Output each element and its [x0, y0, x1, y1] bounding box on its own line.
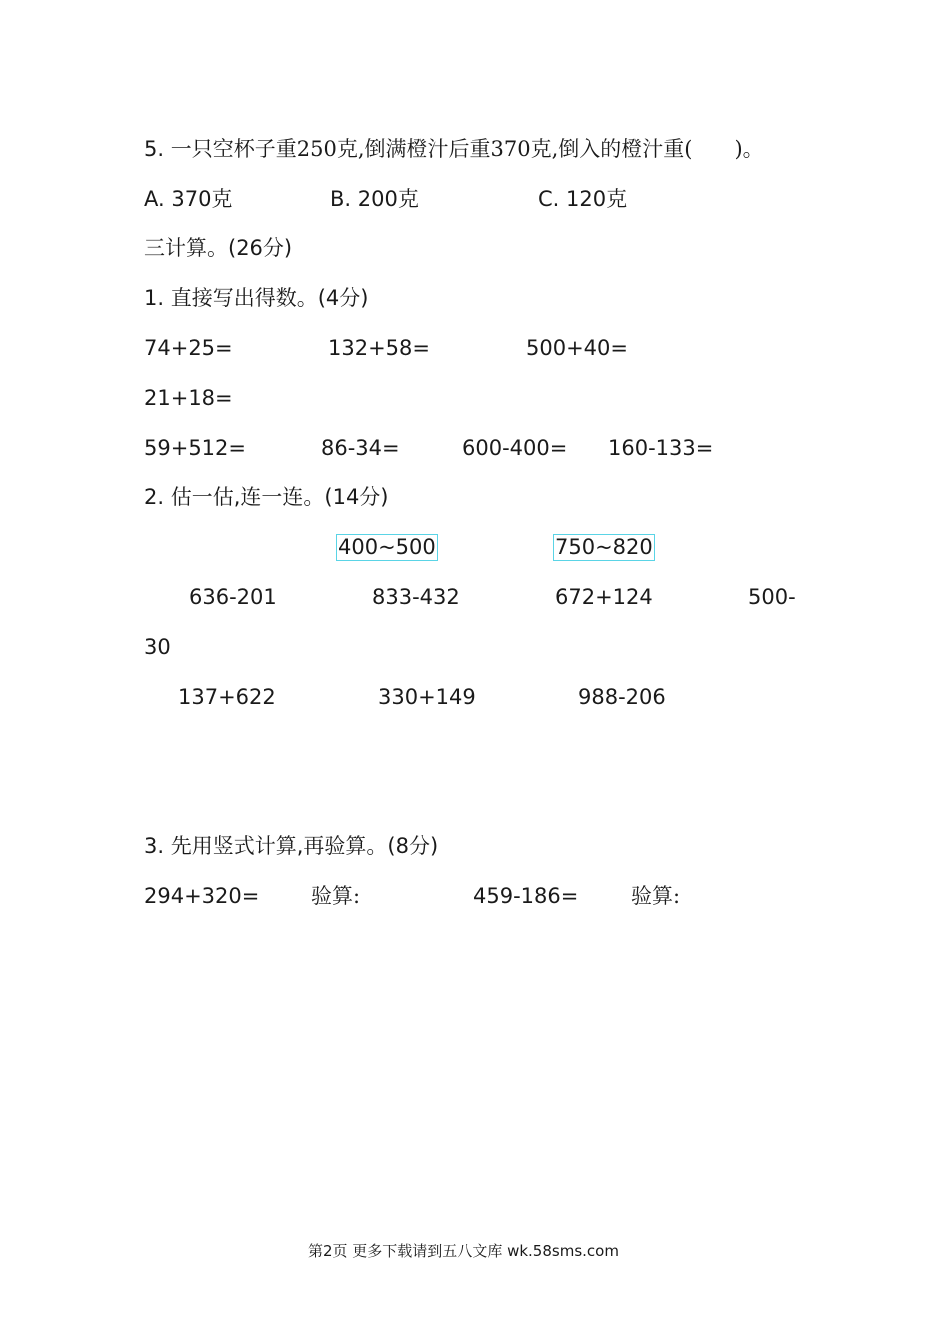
part-2-title: 2. 估一估,连一连。(14分): [144, 485, 389, 509]
estimate-expression: 672+124: [555, 585, 653, 609]
calc-item: 500+40=: [526, 336, 628, 360]
calc-item: 600-400=: [462, 436, 568, 460]
estimate-expression: 988-206: [578, 685, 666, 709]
range-box: 400~500: [338, 535, 436, 559]
calc-item: 160-133=: [608, 436, 714, 460]
question-5-stem: [144, 139, 764, 160]
range-box: 750~820: [555, 535, 653, 559]
calc-item: 132+58=: [328, 336, 430, 360]
estimate-expression-wrap: 30: [144, 635, 171, 659]
option-a: A. 370克: [144, 187, 233, 211]
calc-item: 86-34=: [321, 436, 400, 460]
question-text: 一只空杯子重250克,倒满橙汁后重370克,倒入的橙汁重( )。: [170, 137, 764, 161]
section-title: 三计算。(26分): [144, 236, 293, 260]
option-b: B. 200克: [330, 187, 419, 211]
estimate-expression: 636-201: [189, 585, 277, 609]
check-label: 验算:: [311, 884, 361, 908]
question-number: 5.: [144, 137, 165, 161]
page-footer: 第2页 更多下载请到五八文库 wk.58sms.com: [308, 1242, 619, 1260]
part-3-title: 3. 先用竖式计算,再验算。(8分): [144, 834, 439, 858]
check-label: 验算:: [631, 884, 681, 908]
vertical-calc-item: 294+320=: [144, 884, 260, 908]
estimate-expression: 137+622: [178, 685, 276, 709]
calc-item: 74+25=: [144, 336, 233, 360]
estimate-expression: 330+149: [378, 685, 476, 709]
vertical-calc-item: 459-186=: [473, 884, 579, 908]
calc-item: 59+512=: [144, 436, 246, 460]
estimate-expression: 500-: [748, 585, 796, 609]
calc-item: 21+18=: [144, 386, 233, 410]
estimate-expression: 833-432: [372, 585, 460, 609]
part-1-title: 1. 直接写出得数。(4分): [144, 286, 369, 310]
option-c: C. 120克: [538, 187, 628, 211]
